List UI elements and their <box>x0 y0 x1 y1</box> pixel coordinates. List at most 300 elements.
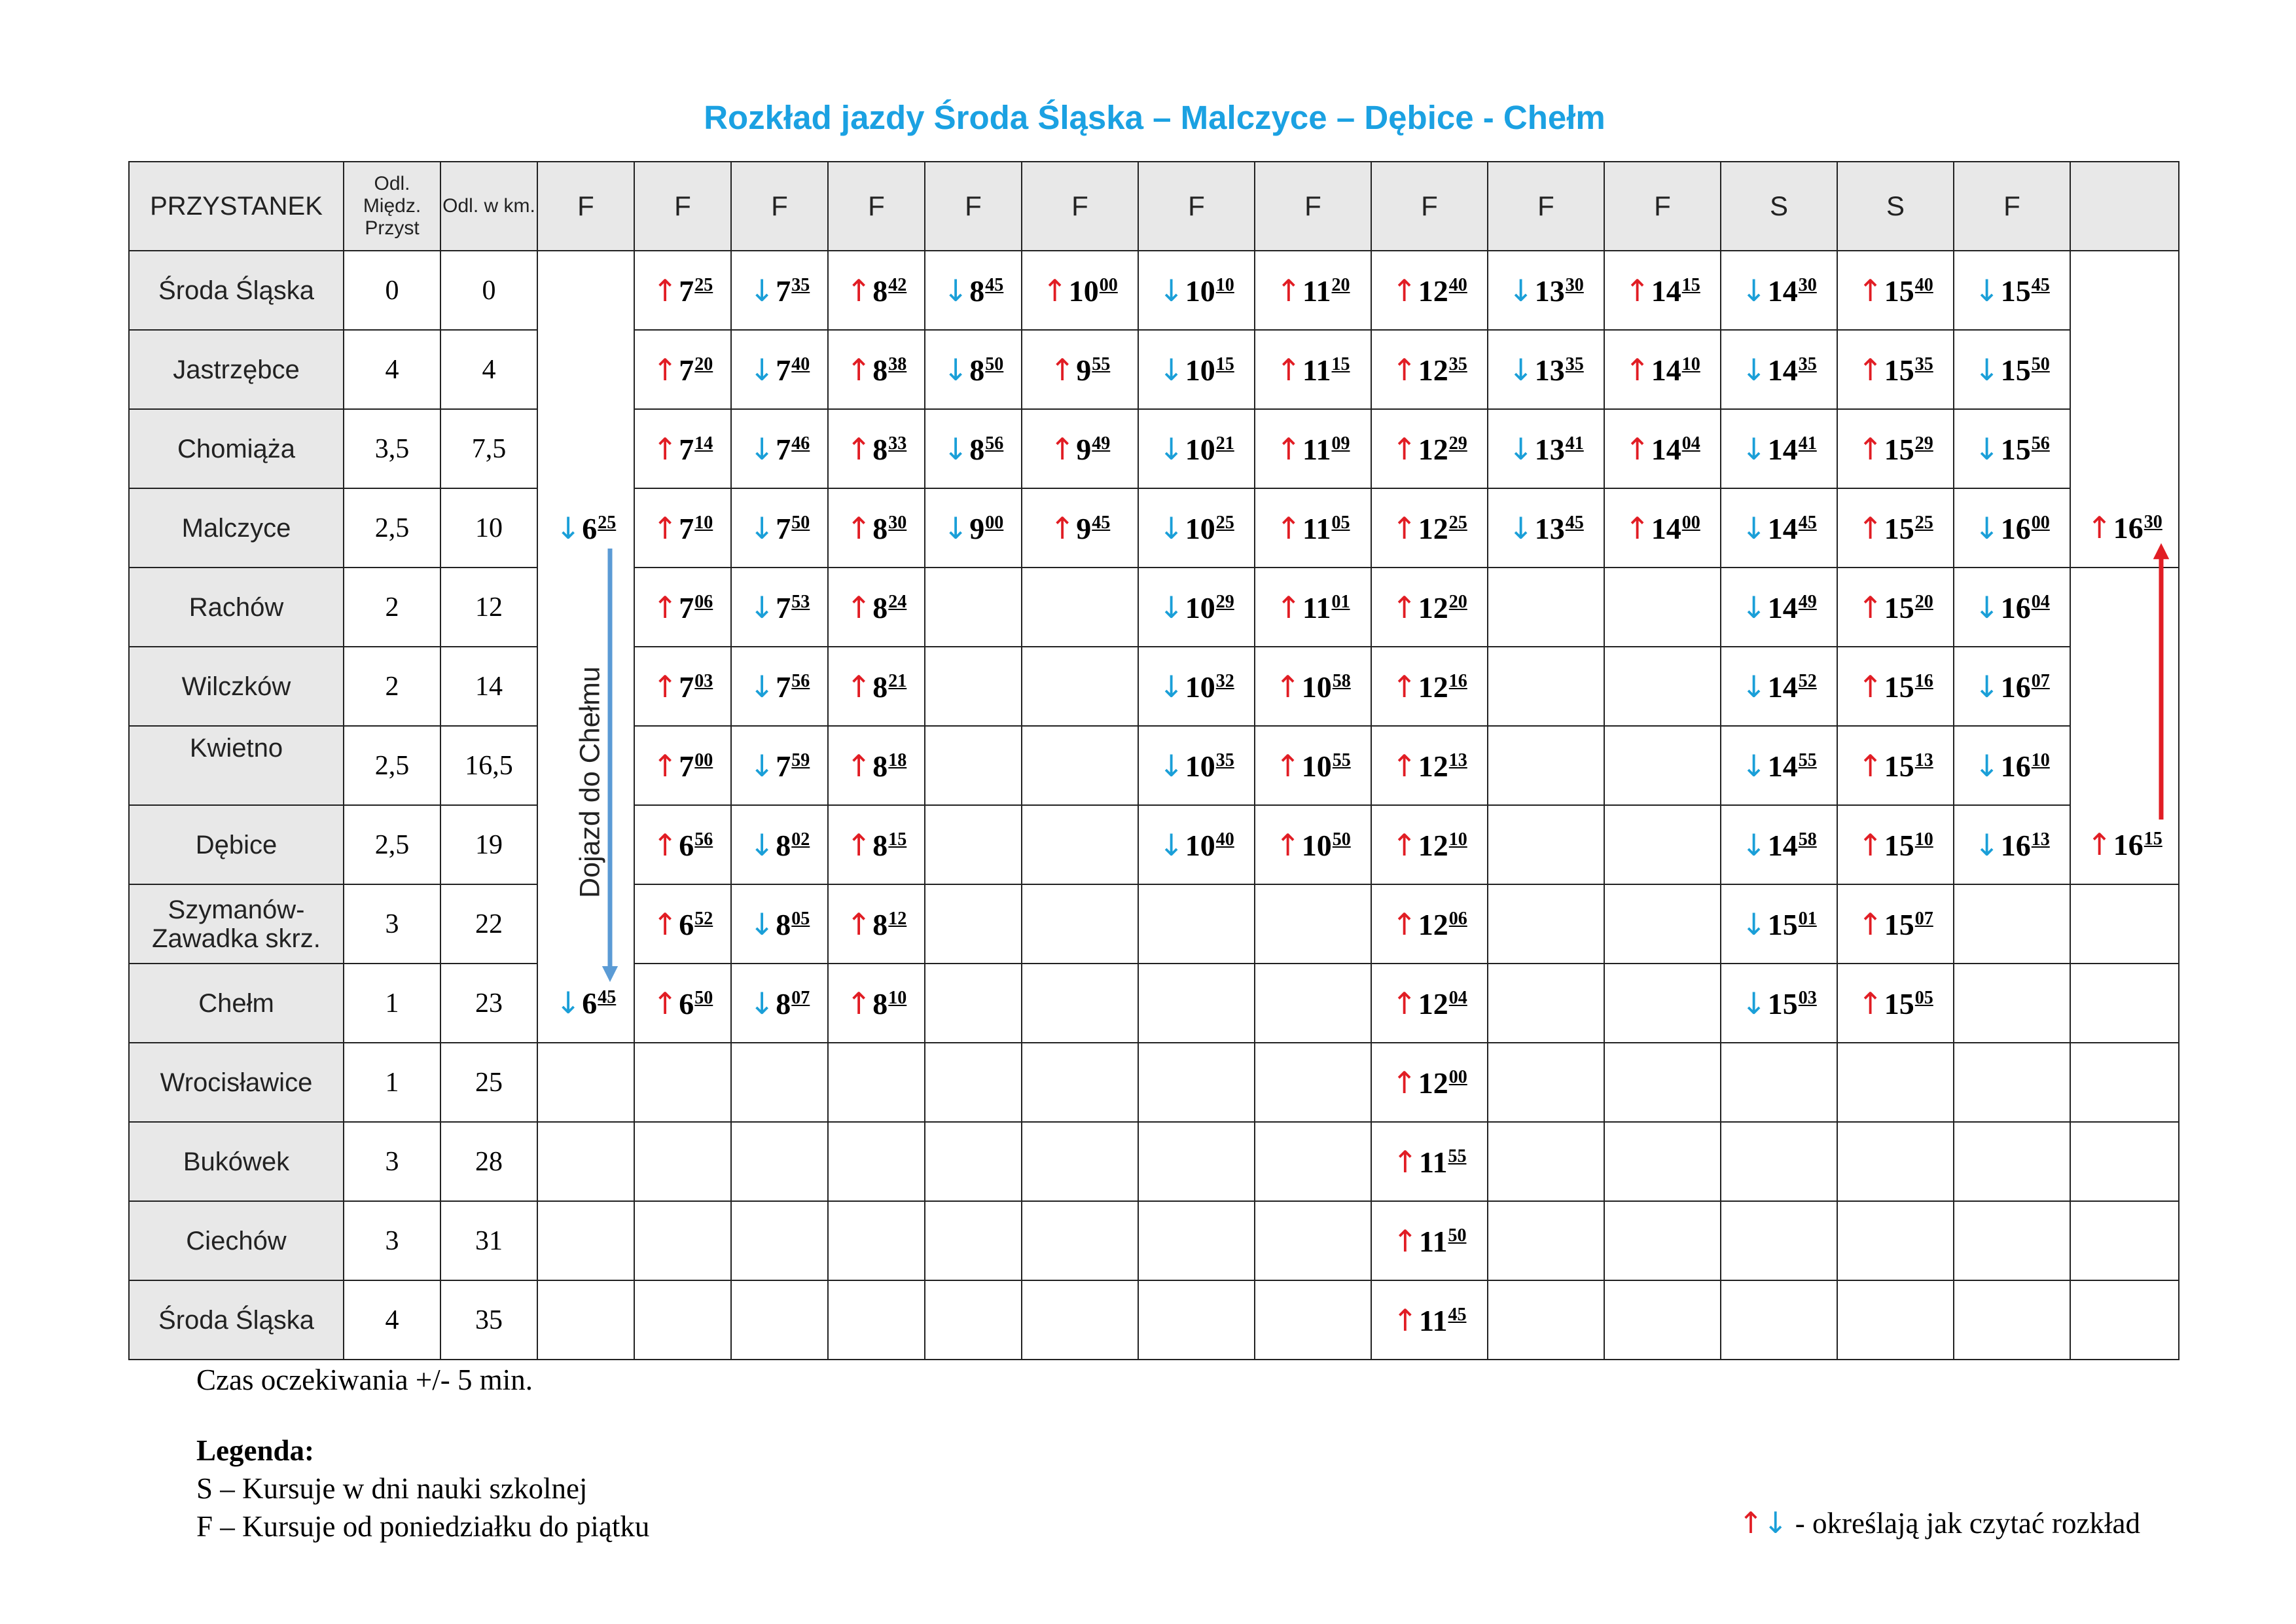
time-hour: 14 <box>1767 353 1798 387</box>
header-code: F <box>828 162 925 251</box>
time-cell <box>1604 1122 1721 1201</box>
time-minute: 35 <box>1448 353 1467 374</box>
arrow-down-icon: ↓ <box>749 352 775 388</box>
departure-time <box>1974 829 2050 862</box>
departure-time <box>1508 274 1584 308</box>
legend-arrows-text: - określają jak czytać rozkład <box>1787 1507 2140 1540</box>
time-minute: 07 <box>2031 670 2050 691</box>
time-cell <box>537 488 634 568</box>
departure-time <box>1391 1066 1467 1100</box>
time-cell <box>828 964 925 1043</box>
departure-time <box>1974 353 2050 387</box>
arrow-up-icon: ↑ <box>1391 985 1417 1021</box>
time-minute: 49 <box>1092 433 1111 454</box>
departure-time <box>653 433 713 466</box>
time-cell <box>925 568 1022 647</box>
time-minute: 03 <box>694 670 713 691</box>
time-cell <box>1255 1280 1371 1360</box>
table-row <box>129 884 2179 964</box>
time-minute: 01 <box>1798 908 1817 929</box>
time-cell <box>1604 647 1721 726</box>
arrow-up-icon: ↑ <box>2087 510 2112 545</box>
arrow-up-icon: ↑ <box>1857 985 1883 1021</box>
time-hour: 10 <box>1185 432 1215 466</box>
time-cell <box>537 964 634 1043</box>
time-minute: 50 <box>694 987 713 1008</box>
dist-between: 3 <box>344 1122 440 1201</box>
time-minute: 00 <box>1681 512 1700 533</box>
time-minute: 07 <box>1914 908 1933 929</box>
time-cell <box>1255 330 1371 409</box>
time-minute: 20 <box>1914 591 1933 612</box>
time-cell <box>1721 1122 1837 1201</box>
table-row <box>129 805 2179 884</box>
time-cell <box>1138 1201 1255 1280</box>
time-cell <box>1837 1280 1954 1360</box>
time-hour: 12 <box>1418 670 1448 704</box>
time-minute: 50 <box>791 512 810 533</box>
arrow-down-icon: ↓ <box>1741 510 1767 546</box>
time-cell <box>537 1043 634 1122</box>
time-cell <box>1138 330 1255 409</box>
time-cell <box>1954 568 2070 647</box>
arrow-down-icon: ↓ <box>942 272 969 308</box>
time-cell <box>1022 1280 1138 1360</box>
time-hour: 13 <box>1534 432 1565 466</box>
departure-time <box>1741 353 1817 387</box>
arrow-down-icon: ↓ <box>1974 272 2000 308</box>
time-minute: 10 <box>1914 829 1933 850</box>
time-cell <box>1371 647 1488 726</box>
time-cell <box>1721 884 1837 964</box>
time-cell <box>1488 1043 1604 1122</box>
time-cell <box>1255 964 1371 1043</box>
departure-time <box>1857 433 1933 466</box>
time-cell <box>1954 488 2070 568</box>
time-cell <box>1371 1043 1488 1122</box>
departure-time <box>846 591 907 624</box>
time-cell <box>1371 726 1488 805</box>
time-cell <box>1954 964 2070 1043</box>
stop-name: Ciechów <box>129 1201 344 1280</box>
arrow-down-icon: ↓ <box>1741 668 1767 704</box>
time-cell <box>925 1280 1022 1360</box>
time-cell <box>634 726 731 805</box>
time-cell <box>634 330 731 409</box>
arrow-up-icon: ↑ <box>846 668 872 704</box>
departure-time <box>1624 512 1700 545</box>
dist-total: 12 <box>440 568 537 647</box>
arrow-down-icon: ↓ <box>1974 748 2000 784</box>
time-hour: 9 <box>1076 353 1092 387</box>
time-cell <box>925 647 1022 726</box>
time-hour: 15 <box>1884 274 1914 308</box>
time-cell <box>1837 884 1954 964</box>
time-cell <box>1255 805 1371 884</box>
departure-time <box>1276 274 1350 308</box>
departure-time <box>1741 987 1817 1020</box>
time-minute: 45 <box>1798 512 1817 533</box>
time-hour: 10 <box>1301 749 1332 783</box>
stop-name: Szymanów-Zawadka skrz. <box>129 884 344 964</box>
time-cell <box>1954 726 2070 805</box>
time-hour: 12 <box>1418 511 1448 545</box>
time-cell <box>1837 1201 1954 1280</box>
time-hour: 15 <box>1884 670 1914 704</box>
departure-time <box>1974 512 2050 545</box>
time-cell <box>1488 409 1604 488</box>
arrow-up-icon: ↑ <box>1391 827 1417 863</box>
departure-time <box>749 829 810 862</box>
departure-time <box>749 512 810 545</box>
departure-time <box>1857 987 1933 1020</box>
time-cell <box>634 647 731 726</box>
time-cell <box>1604 568 1721 647</box>
time-hour: 15 <box>1767 986 1798 1020</box>
arrow-down-icon: ↓ <box>749 589 775 625</box>
arrow-up-icon: ↑ <box>1391 748 1417 784</box>
time-cell <box>1721 488 1837 568</box>
departure-time <box>1391 670 1467 704</box>
header-code: S <box>1837 162 1954 251</box>
departure-time <box>1276 433 1350 466</box>
time-hour: 14 <box>1767 670 1798 704</box>
time-minute: 06 <box>694 591 713 612</box>
time-minute: 00 <box>985 512 1004 533</box>
time-hour: 10 <box>1068 274 1099 308</box>
time-cell <box>1138 805 1255 884</box>
departure-time <box>1391 353 1467 387</box>
time-hour: 7 <box>776 353 791 387</box>
time-cell <box>925 805 1022 884</box>
time-cell <box>925 726 1022 805</box>
time-cell <box>1138 1280 1255 1360</box>
arrow-down-icon: ↓ <box>749 431 775 467</box>
time-cell <box>1604 1201 1721 1280</box>
annotation-label: Dojazd do Chełmu <box>574 666 606 898</box>
time-cell <box>1837 251 1954 330</box>
arrow-up-icon: ↑ <box>652 431 678 467</box>
time-minute: 04 <box>1681 433 1700 454</box>
stop-name: Jastrzębce <box>129 330 344 409</box>
departure-time <box>1391 829 1467 862</box>
time-cell <box>2070 488 2179 568</box>
time-hour: 7 <box>776 511 791 545</box>
departure-time <box>749 749 810 783</box>
arrow-down-icon: ↓ <box>1974 431 2000 467</box>
time-cell <box>925 964 1022 1043</box>
time-hour: 15 <box>2000 274 2031 308</box>
time-cell <box>1721 726 1837 805</box>
time-minute: 05 <box>1331 512 1350 533</box>
time-hour: 14 <box>1651 274 1681 308</box>
time-hour: 10 <box>1185 828 1215 862</box>
time-cell <box>1954 1201 2070 1280</box>
arrow-down-icon: ↓ <box>1158 668 1184 704</box>
time-hour: 14 <box>1651 353 1681 387</box>
arrow-down-icon: ↓ <box>1763 1506 1788 1540</box>
time-cell <box>1954 1280 2070 1360</box>
time-cell <box>731 1043 828 1122</box>
time-hour: 8 <box>776 907 791 941</box>
departure-time <box>1158 353 1234 387</box>
time-hour: 9 <box>1076 511 1092 545</box>
time-hour: 7 <box>679 590 694 624</box>
time-minute: 40 <box>1215 829 1234 850</box>
arrow-up-icon: ↑ <box>1042 272 1067 308</box>
time-hour: 12 <box>1418 749 1448 783</box>
departure-time <box>846 353 907 387</box>
time-cell <box>1488 1201 1604 1280</box>
time-cell <box>1138 568 1255 647</box>
header-code: F <box>1022 162 1138 251</box>
arrow-up-icon: ↑ <box>846 510 872 546</box>
time-hour: 15 <box>1884 590 1914 624</box>
departure-time <box>846 908 907 941</box>
time-cell <box>1954 409 2070 488</box>
time-cell <box>731 805 828 884</box>
time-hour: 8 <box>776 828 791 862</box>
arrow-down-icon: ↓ <box>1158 827 1184 863</box>
arrow-down-icon: ↓ <box>749 906 775 942</box>
time-cell <box>1954 805 2070 884</box>
arrow-up-icon: ↑ <box>846 748 872 784</box>
dist-total: 28 <box>440 1122 537 1201</box>
time-minute: 00 <box>2031 512 2050 533</box>
time-cell <box>2070 964 2179 1043</box>
header-dist-total: Odl. w km. <box>440 162 537 251</box>
arrow-up-icon: ↑ <box>1857 431 1883 467</box>
time-cell <box>1255 251 1371 330</box>
stop-name: Wilczków <box>129 647 344 726</box>
time-minute: 21 <box>1215 433 1234 454</box>
stop-name: Środa Śląska <box>129 1280 344 1360</box>
time-minute: 35 <box>1565 353 1584 374</box>
departure-time <box>846 829 907 862</box>
time-cell <box>2070 1280 2179 1360</box>
time-hour: 6 <box>582 511 598 545</box>
time-cell <box>1255 568 1371 647</box>
dist-total: 23 <box>440 964 537 1043</box>
time-hour: 7 <box>776 274 791 308</box>
time-hour: 16 <box>2000 511 2031 545</box>
time-cell <box>1721 1280 1837 1360</box>
arrow-up-icon: ↑ <box>652 510 678 546</box>
time-hour: 8 <box>969 353 985 387</box>
time-minute: 35 <box>1798 353 1817 374</box>
departure-time <box>653 829 713 862</box>
departure-time <box>1391 749 1467 783</box>
arrow-up-icon: ↑ <box>1624 272 1650 308</box>
dist-total: 19 <box>440 805 537 884</box>
time-minute: 45 <box>598 987 617 1007</box>
time-minute: 00 <box>1448 1066 1467 1087</box>
time-cell <box>1371 330 1488 409</box>
arrow-up-icon: ↑ <box>652 748 678 784</box>
time-cell <box>1837 647 1954 726</box>
time-cell <box>1837 1122 1954 1201</box>
time-cell <box>1138 647 1255 726</box>
time-cell <box>731 568 828 647</box>
time-minute: 09 <box>1331 433 1350 454</box>
departure-time <box>1741 670 1817 704</box>
time-cell <box>1604 330 1721 409</box>
time-minute: 38 <box>888 353 907 374</box>
departure-time <box>1392 1225 1466 1258</box>
arrow-up-icon: ↑ <box>1275 748 1300 784</box>
time-cell <box>1255 488 1371 568</box>
time-minute: 16 <box>1914 670 1933 691</box>
time-hour: 7 <box>776 590 791 624</box>
departure-time <box>1624 274 1700 308</box>
dist-total: 22 <box>440 884 537 964</box>
time-minute: 52 <box>1798 670 1817 691</box>
departure-time <box>846 433 907 466</box>
time-minute: 35 <box>791 274 810 295</box>
time-hour: 7 <box>679 670 694 704</box>
time-minute: 45 <box>1092 512 1111 533</box>
arrow-up-icon: ↑ <box>1392 1144 1418 1180</box>
time-hour: 10 <box>1185 353 1215 387</box>
time-cell <box>1371 568 1488 647</box>
time-cell <box>828 488 925 568</box>
time-cell <box>731 1280 828 1360</box>
time-hour: 14 <box>1651 432 1681 466</box>
time-minute: 24 <box>888 591 907 612</box>
header-code: S <box>1721 162 1837 251</box>
time-minute: 16 <box>1448 670 1467 691</box>
arrow-up-icon: ↑ <box>1857 272 1883 308</box>
time-cell <box>2070 1201 2179 1280</box>
time-minute: 56 <box>694 829 713 850</box>
header-code: F <box>1954 162 2070 251</box>
time-hour: 10 <box>1185 749 1215 783</box>
time-cell <box>537 1201 634 1280</box>
table-row <box>129 647 2179 726</box>
departure-time <box>1391 908 1467 941</box>
time-hour: 11 <box>1302 432 1331 466</box>
time-minute: 15 <box>1215 353 1234 374</box>
departure-time <box>1050 353 1111 387</box>
time-minute: 25 <box>694 274 713 295</box>
time-cell <box>537 330 634 409</box>
time-minute: 30 <box>888 512 907 533</box>
time-hour: 15 <box>1884 828 1914 862</box>
time-cell <box>2070 805 2179 884</box>
time-cell <box>1138 1122 1255 1201</box>
dist-total: 35 <box>440 1280 537 1360</box>
departure-time <box>1158 829 1234 862</box>
time-cell <box>1837 964 1954 1043</box>
time-cell <box>634 488 731 568</box>
time-cell <box>2070 330 2179 409</box>
time-hour: 8 <box>872 353 888 387</box>
page-title: Rozkład jazdy Środa Śląska – Malczyce – Dębice - Chełm <box>704 99 1605 136</box>
time-cell <box>1837 330 1954 409</box>
stop-name: Kwietno <box>129 726 344 805</box>
time-minute: 40 <box>791 353 810 374</box>
arrow-up-icon: ↑ <box>652 352 678 388</box>
time-cell <box>1022 488 1138 568</box>
stop-name: Wrocisławice <box>129 1043 344 1122</box>
time-hour: 14 <box>1767 432 1798 466</box>
arrow-up-icon: ↑ <box>1624 352 1650 388</box>
time-cell <box>1138 726 1255 805</box>
time-minute: 56 <box>2031 433 2050 454</box>
departure-time <box>1508 433 1584 466</box>
departure-time <box>2087 828 2162 861</box>
table-row <box>129 1043 2179 1122</box>
arrow-up-icon: ↑ <box>846 352 872 388</box>
time-cell <box>634 409 731 488</box>
time-cell <box>634 964 731 1043</box>
time-minute: 21 <box>888 670 907 691</box>
time-hour: 14 <box>1651 511 1681 545</box>
arrow-down-icon: ↓ <box>942 431 969 467</box>
dist-between: 3,5 <box>344 409 440 488</box>
time-cell <box>1837 488 1954 568</box>
time-minute: 00 <box>1099 274 1118 295</box>
departure-time <box>1391 433 1467 466</box>
time-minute: 50 <box>1332 829 1351 850</box>
arrow-up-icon: ↑ <box>1624 431 1650 467</box>
arrow-down-icon: ↓ <box>749 748 775 784</box>
time-cell <box>1371 1122 1488 1201</box>
header-code: F <box>925 162 1022 251</box>
time-cell <box>731 251 828 330</box>
time-cell <box>925 1201 1022 1280</box>
departure-time <box>1508 353 1584 387</box>
time-minute: 02 <box>791 829 810 850</box>
arrow-down-icon: ↓ <box>1508 352 1534 388</box>
departure-time <box>1974 433 2050 466</box>
time-cell <box>1954 1122 2070 1201</box>
time-hour: 16 <box>2000 590 2031 624</box>
time-cell <box>1488 726 1604 805</box>
arrow-up-icon: ↑ <box>1276 510 1302 546</box>
time-minute: 30 <box>2144 512 2162 532</box>
legend-arrows <box>1738 1506 2140 1540</box>
time-cell <box>731 488 828 568</box>
arrow-down-icon: ↓ <box>1974 668 2000 704</box>
departure-time <box>1158 670 1234 704</box>
time-cell <box>1022 1201 1138 1280</box>
time-hour: 10 <box>1185 511 1215 545</box>
time-hour: 7 <box>776 432 791 466</box>
arrow-up-icon: ↑ <box>652 985 678 1021</box>
arrow-down-icon: ↓ <box>1158 431 1184 467</box>
time-cell <box>537 1122 634 1201</box>
time-cell <box>1488 884 1604 964</box>
time-hour: 7 <box>776 749 791 783</box>
time-hour: 7 <box>679 432 694 466</box>
time-cell <box>1721 409 1837 488</box>
time-hour: 10 <box>1301 670 1332 704</box>
time-cell <box>1721 1201 1837 1280</box>
time-cell <box>1255 1122 1371 1201</box>
header-code: F <box>1371 162 1488 251</box>
departure-time <box>653 591 713 624</box>
time-minute: 45 <box>2031 274 2050 295</box>
arrow-up-icon: ↑ <box>1391 589 1417 625</box>
departure-time <box>1391 512 1467 545</box>
time-cell <box>1022 409 1138 488</box>
time-hour: 11 <box>1302 590 1331 624</box>
time-cell <box>1022 1122 1138 1201</box>
time-cell <box>2070 647 2179 726</box>
time-cell <box>2070 568 2179 647</box>
departure-time <box>653 274 713 308</box>
